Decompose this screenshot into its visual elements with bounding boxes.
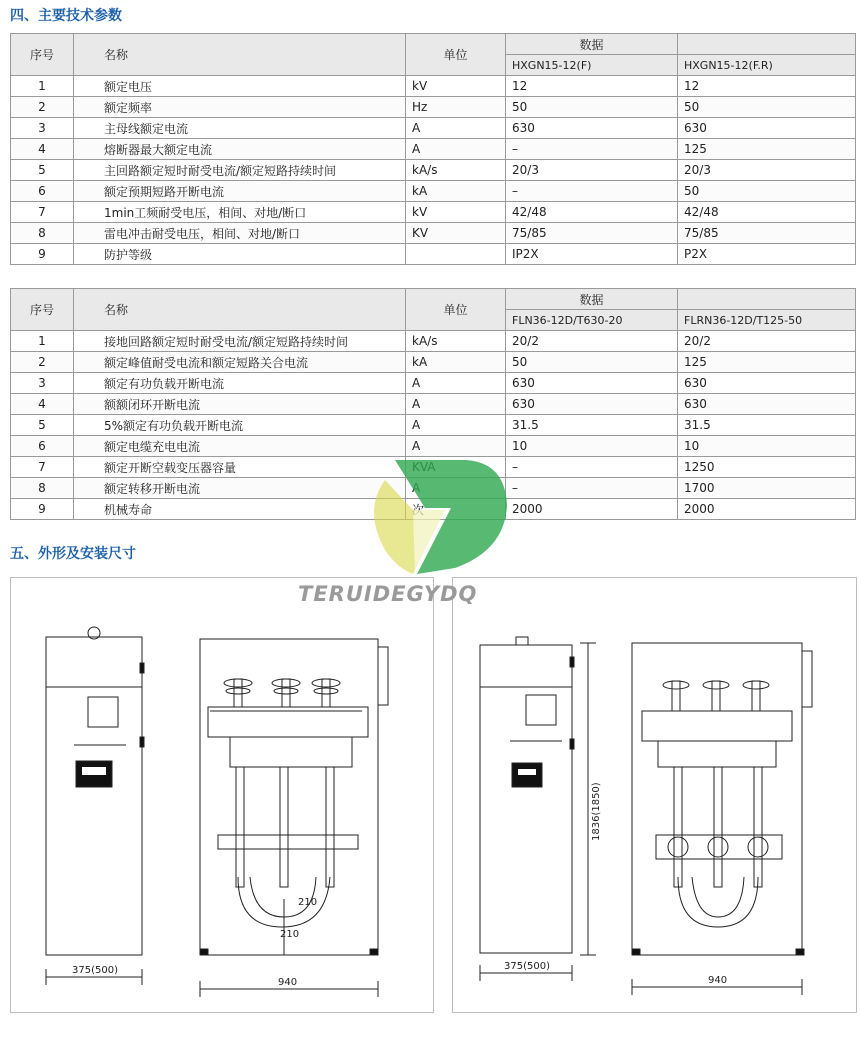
table-row (11, 76, 856, 97)
logo-mark-icon (355, 450, 515, 580)
table-row (11, 181, 856, 202)
cell-no: 9 (11, 499, 74, 520)
cell-unit: kV (406, 202, 506, 223)
header-blank (678, 34, 856, 55)
cell-a: 75/85 (506, 223, 678, 244)
cell-a: – (506, 181, 678, 202)
table-row (11, 139, 856, 160)
cell-a: 10 (506, 436, 678, 457)
cell-name: 主母线额定电流 (74, 118, 406, 139)
cell-no: 6 (11, 436, 74, 457)
cell-a: 630 (506, 118, 678, 139)
cell-name: 主回路额定短时耐受电流/额定短路持续时间 (74, 160, 406, 181)
cell-name: 额定开断空载变压器容量 (74, 457, 406, 478)
table-row (11, 415, 856, 436)
cell-no: 5 (11, 160, 74, 181)
cell-unit: kA (406, 352, 506, 373)
section-title-dimensions: 五、外形及安装尺寸 (10, 546, 136, 562)
header-blank (678, 289, 856, 310)
cell-no: 6 (11, 181, 74, 202)
cell-a: – (506, 457, 678, 478)
table-row (11, 244, 856, 265)
table-row (11, 331, 856, 352)
dim-depth-left: 940 (278, 977, 298, 988)
cell-no: 4 (11, 139, 74, 160)
cell-unit: A (406, 415, 506, 436)
cell-a: 12 (506, 76, 678, 97)
header-model-a: HXGN15-12(F) (506, 55, 678, 76)
cell-b: 125 (678, 139, 856, 160)
cell-unit: KV (406, 223, 506, 244)
dim-width-right: 375(500) (504, 961, 550, 972)
cell-no: 1 (11, 331, 74, 352)
section-title-specs: 四、主要技术参数 (10, 8, 122, 24)
header-model-b: HXGN15-12(F.R) (678, 55, 856, 76)
cabinet-drawing-right (452, 577, 855, 1011)
header-name: 名称 (74, 34, 406, 76)
cell-no: 8 (11, 223, 74, 244)
cell-b: 12 (678, 76, 856, 97)
cell-unit: kA/s (406, 160, 506, 181)
cell-a: 50 (506, 352, 678, 373)
cell-b: P2X (678, 244, 856, 265)
table-row (11, 97, 856, 118)
cell-a: 42/48 (506, 202, 678, 223)
cell-no: 5 (11, 415, 74, 436)
cell-a: – (506, 478, 678, 499)
cell-name: 额定电缆充电电流 (74, 436, 406, 457)
cell-b: 10 (678, 436, 856, 457)
cell-unit: A (406, 139, 506, 160)
cell-no: 3 (11, 118, 74, 139)
cell-no: 9 (11, 244, 74, 265)
cell-no: 1 (11, 76, 74, 97)
table-row (11, 394, 856, 415)
dim-spacing-1: 210 (298, 897, 318, 908)
table-row (11, 352, 856, 373)
cell-unit (406, 244, 506, 265)
cell-b: 20/2 (678, 331, 856, 352)
header-data: 数据 (506, 34, 678, 55)
cell-no: 2 (11, 352, 74, 373)
cell-no: 3 (11, 373, 74, 394)
cell-unit: 次 (406, 499, 506, 520)
header-no: 序号 (11, 34, 74, 76)
cell-b: 20/3 (678, 160, 856, 181)
cell-a: 50 (506, 97, 678, 118)
cell-a: 630 (506, 394, 678, 415)
header-unit: 单位 (406, 34, 506, 76)
cell-name: 额定预期短路开断电流 (74, 181, 406, 202)
cell-no: 7 (11, 457, 74, 478)
watermark-text: TERUIDEGYDQ (298, 582, 478, 606)
cell-a: 2000 (506, 499, 678, 520)
header-no: 序号 (11, 289, 74, 331)
cell-no: 7 (11, 202, 74, 223)
cell-a: 630 (506, 373, 678, 394)
cell-name: 机械寿命 (74, 499, 406, 520)
cell-b: 1250 (678, 457, 856, 478)
cell-unit: kA (406, 181, 506, 202)
cell-name: 防护等级 (74, 244, 406, 265)
cell-unit: A (406, 394, 506, 415)
dim-spacing-2: 210 (280, 929, 300, 940)
cell-b: 50 (678, 181, 856, 202)
cell-name: 额定频率 (74, 97, 406, 118)
cell-b: 50 (678, 97, 856, 118)
table-row (11, 160, 856, 181)
cell-unit: Hz (406, 97, 506, 118)
cell-a: 20/2 (506, 331, 678, 352)
cell-name: 熔断器最大额定电流 (74, 139, 406, 160)
cell-b: 630 (678, 394, 856, 415)
cell-unit: A (406, 118, 506, 139)
cell-no: 2 (11, 97, 74, 118)
cell-unit: A (406, 373, 506, 394)
header-unit: 单位 (406, 289, 506, 331)
dim-width-left: 375(500) (72, 965, 118, 976)
table-row (11, 373, 856, 394)
cell-name: 额额闭环开断电流 (74, 394, 406, 415)
cell-b: 125 (678, 352, 856, 373)
table-row (11, 118, 856, 139)
cell-b: 75/85 (678, 223, 856, 244)
cell-name: 雷电冲击耐受电压，相间、对地/断口 (74, 223, 406, 244)
header-name: 名称 (74, 289, 406, 331)
cell-name: 接地回路额定短时耐受电流/额定短路持续时间 (74, 331, 406, 352)
cell-b: 630 (678, 118, 856, 139)
cell-a: 31.5 (506, 415, 678, 436)
cell-b: 630 (678, 373, 856, 394)
header-model-a: FLN36-12D/T630-20 (506, 310, 678, 331)
header-data: 数据 (506, 289, 678, 310)
cabinet-drawing-left (10, 577, 432, 1011)
header-model-b: FLRN36-12D/T125-50 (678, 310, 856, 331)
cell-name: 额定电压 (74, 76, 406, 97)
cell-name: 5%额定有功负载开断电流 (74, 415, 406, 436)
cell-name: 额定有功负载开断电流 (74, 373, 406, 394)
cell-b: 31.5 (678, 415, 856, 436)
dim-height-right: 1836(1850) (591, 782, 602, 841)
table-row (11, 223, 856, 244)
cell-a: – (506, 139, 678, 160)
table-row (11, 202, 856, 223)
cell-name: 额定峰值耐受电流和额定短路关合电流 (74, 352, 406, 373)
cell-unit: A (406, 436, 506, 457)
cell-a: IP2X (506, 244, 678, 265)
cell-no: 4 (11, 394, 74, 415)
cell-unit: kA/s (406, 331, 506, 352)
cell-name: 额定转移开断电流 (74, 478, 406, 499)
cell-b: 42/48 (678, 202, 856, 223)
spec-table-1 (10, 33, 856, 265)
cell-unit: kV (406, 76, 506, 97)
cell-b: 2000 (678, 499, 856, 520)
cell-name: 1min工频耐受电压，相间、对地/断口 (74, 202, 406, 223)
cell-b: 1700 (678, 478, 856, 499)
cell-a: 20/3 (506, 160, 678, 181)
cell-no: 8 (11, 478, 74, 499)
dim-depth-right: 940 (708, 975, 728, 986)
